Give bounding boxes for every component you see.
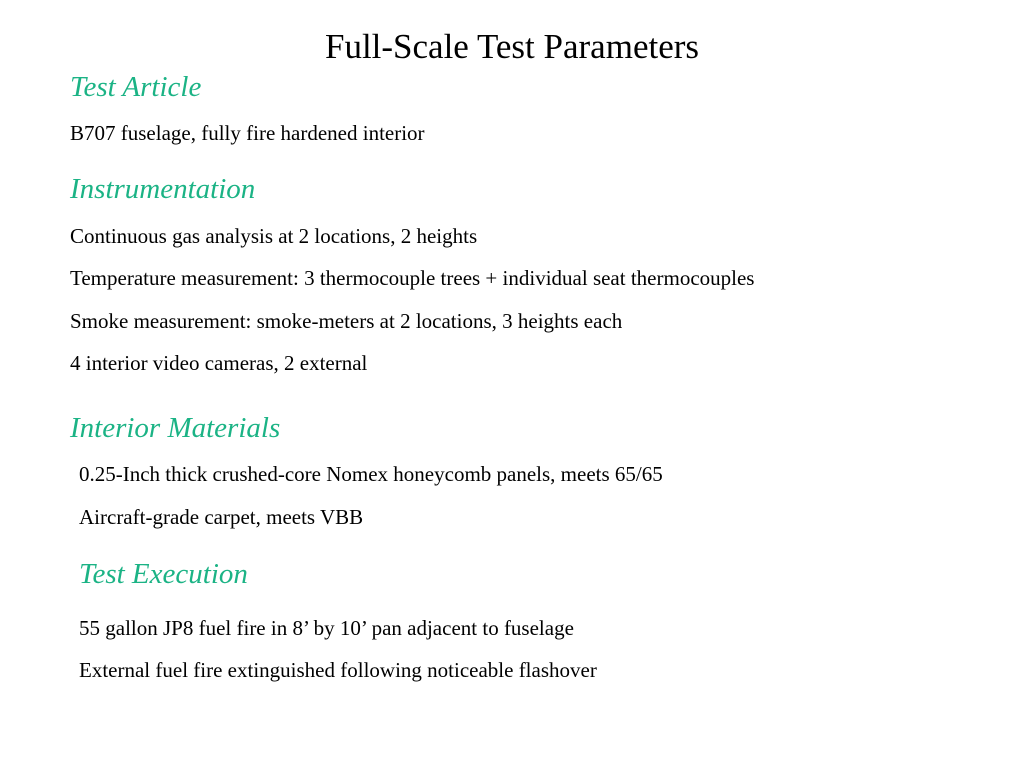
instrumentation-item-gas: Continuous gas analysis at 2 locations, 2 heights: [70, 224, 478, 248]
slide-title: Full-Scale Test Parameters: [324, 27, 700, 66]
heading-instrumentation: Instrumentation: [70, 173, 256, 205]
test-article-item: B707 fuselage, fully fire hardened interior: [70, 121, 425, 145]
test-execution-item-fuel-fire: 55 gallon JP8 fuel fire in 8’ by 10’ pan adjacent to fuselage: [79, 616, 574, 640]
heading-interior-materials: Interior Materials: [70, 412, 281, 444]
test-execution-item-extinguished: External fuel fire extinguished following noticeable flashover: [79, 658, 597, 682]
heading-test-article: Test Article: [70, 71, 202, 103]
instrumentation-item-smoke: Smoke measurement: smoke-meters at 2 locations, 3 heights each: [70, 309, 623, 333]
interior-materials-item-panels: 0.25-Inch thick crushed-core Nomex honeycomb panels, meets 65/65: [79, 462, 663, 486]
instrumentation-item-video: 4 interior video cameras, 2 external: [70, 351, 368, 375]
heading-test-execution: Test Execution: [79, 558, 248, 590]
instrumentation-item-temperature: Temperature measurement: 3 thermocouple trees + individual seat thermocouples: [70, 266, 755, 290]
interior-materials-item-carpet: Aircraft-grade carpet, meets VBB: [79, 505, 364, 529]
